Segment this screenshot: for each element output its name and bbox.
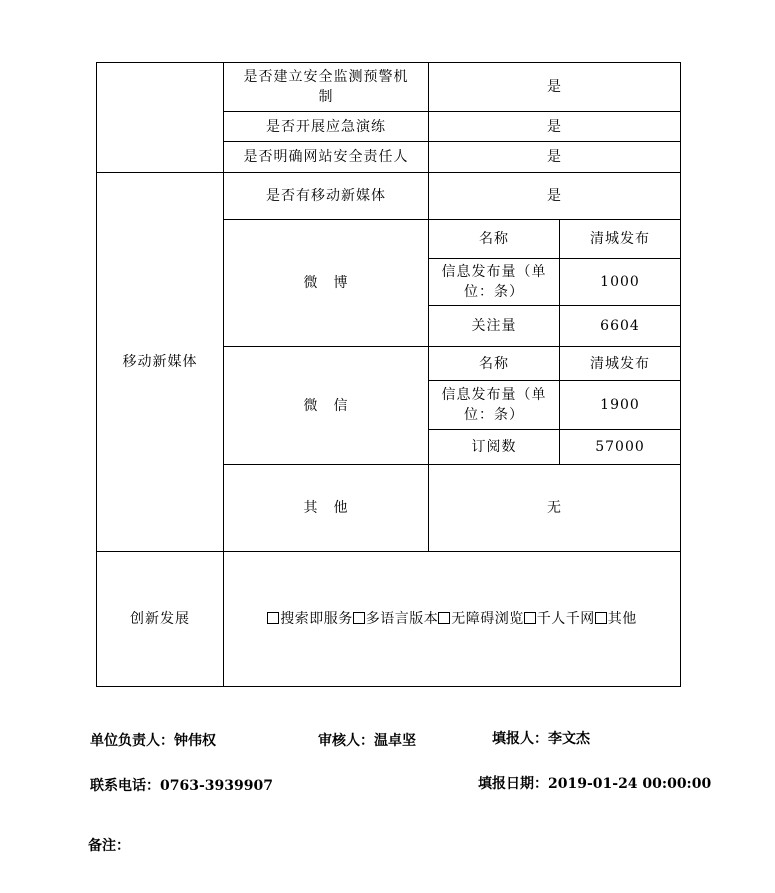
- innovation-option-label: 千人千网: [536, 611, 595, 627]
- innovation-option[interactable]: [353, 611, 439, 627]
- weibo-posts-label: 信息发布量（单位：条）: [429, 259, 560, 306]
- filler: 填报人：李文杰: [492, 731, 590, 747]
- weibo-name-value: 清城发布: [560, 220, 681, 259]
- weibo-name-label: 名称: [429, 220, 560, 259]
- report-table: [96, 62, 681, 687]
- unit-head: 单位负责人：钟伟权: [90, 733, 216, 749]
- innovation-option-label: 无障碍浏览: [451, 611, 524, 627]
- drill-value: 是: [429, 112, 681, 142]
- other-value: 无: [429, 465, 681, 552]
- innovation-option[interactable]: [267, 611, 353, 627]
- innovation-option-label: 多语言版本: [365, 611, 439, 627]
- innovation-option-label: 其他: [607, 611, 637, 627]
- checkbox-icon[interactable]: [353, 612, 365, 624]
- innovation-option[interactable]: [438, 611, 524, 627]
- innovation-option-label: 搜索即服务: [280, 611, 353, 627]
- innovation-option[interactable]: [595, 611, 637, 627]
- innovation-options: [224, 552, 681, 687]
- wechat-name-label: 名称: [429, 347, 560, 381]
- monitor-label: 是否建立安全监测预警机制: [224, 63, 429, 112]
- weibo-label: 微 博: [224, 220, 429, 347]
- row-monitor: [97, 63, 681, 112]
- row-innovation: [97, 552, 681, 687]
- wechat-posts-value: 1900: [560, 381, 681, 430]
- mobile-has-label: 是否有移动新媒体: [224, 173, 429, 220]
- mobile-section-label: 移动新媒体: [97, 173, 224, 552]
- checkbox-icon[interactable]: [595, 612, 607, 624]
- other-label: 其 他: [224, 465, 429, 552]
- wechat-label: 微 信: [224, 347, 429, 465]
- owner-label: 是否明确网站安全责任人: [224, 142, 429, 173]
- innovation-label: 创新发展: [97, 552, 224, 687]
- owner-value: 是: [429, 142, 681, 173]
- checkbox-icon[interactable]: [524, 612, 536, 624]
- note-label: 备注：: [88, 838, 130, 854]
- weibo-follow-value: 6604: [560, 306, 681, 347]
- empty-section-cell: [97, 63, 224, 173]
- checkbox-icon[interactable]: [267, 612, 279, 624]
- reviewer: 审核人：温卓坚: [318, 733, 416, 749]
- fill-date: 填报日期：2019-01-24 00:00:00: [478, 776, 712, 792]
- contact-phone: 联系电话：0763-3939907: [90, 778, 273, 794]
- innovation-option[interactable]: [524, 611, 595, 627]
- weibo-posts-value: 1000: [560, 259, 681, 306]
- weibo-follow-label: 关注量: [429, 306, 560, 347]
- wechat-posts-label: 信息发布量（单位：条）: [429, 381, 560, 430]
- checkbox-icon[interactable]: [438, 612, 450, 624]
- row-mobile-has: [97, 173, 681, 220]
- wechat-sub-label: 订阅数: [429, 430, 560, 465]
- monitor-value: 是: [429, 63, 681, 112]
- wechat-sub-value: 57000: [560, 430, 681, 465]
- drill-label: 是否开展应急演练: [224, 112, 429, 142]
- wechat-name-value: 清城发布: [560, 347, 681, 381]
- mobile-has-value: 是: [429, 173, 681, 220]
